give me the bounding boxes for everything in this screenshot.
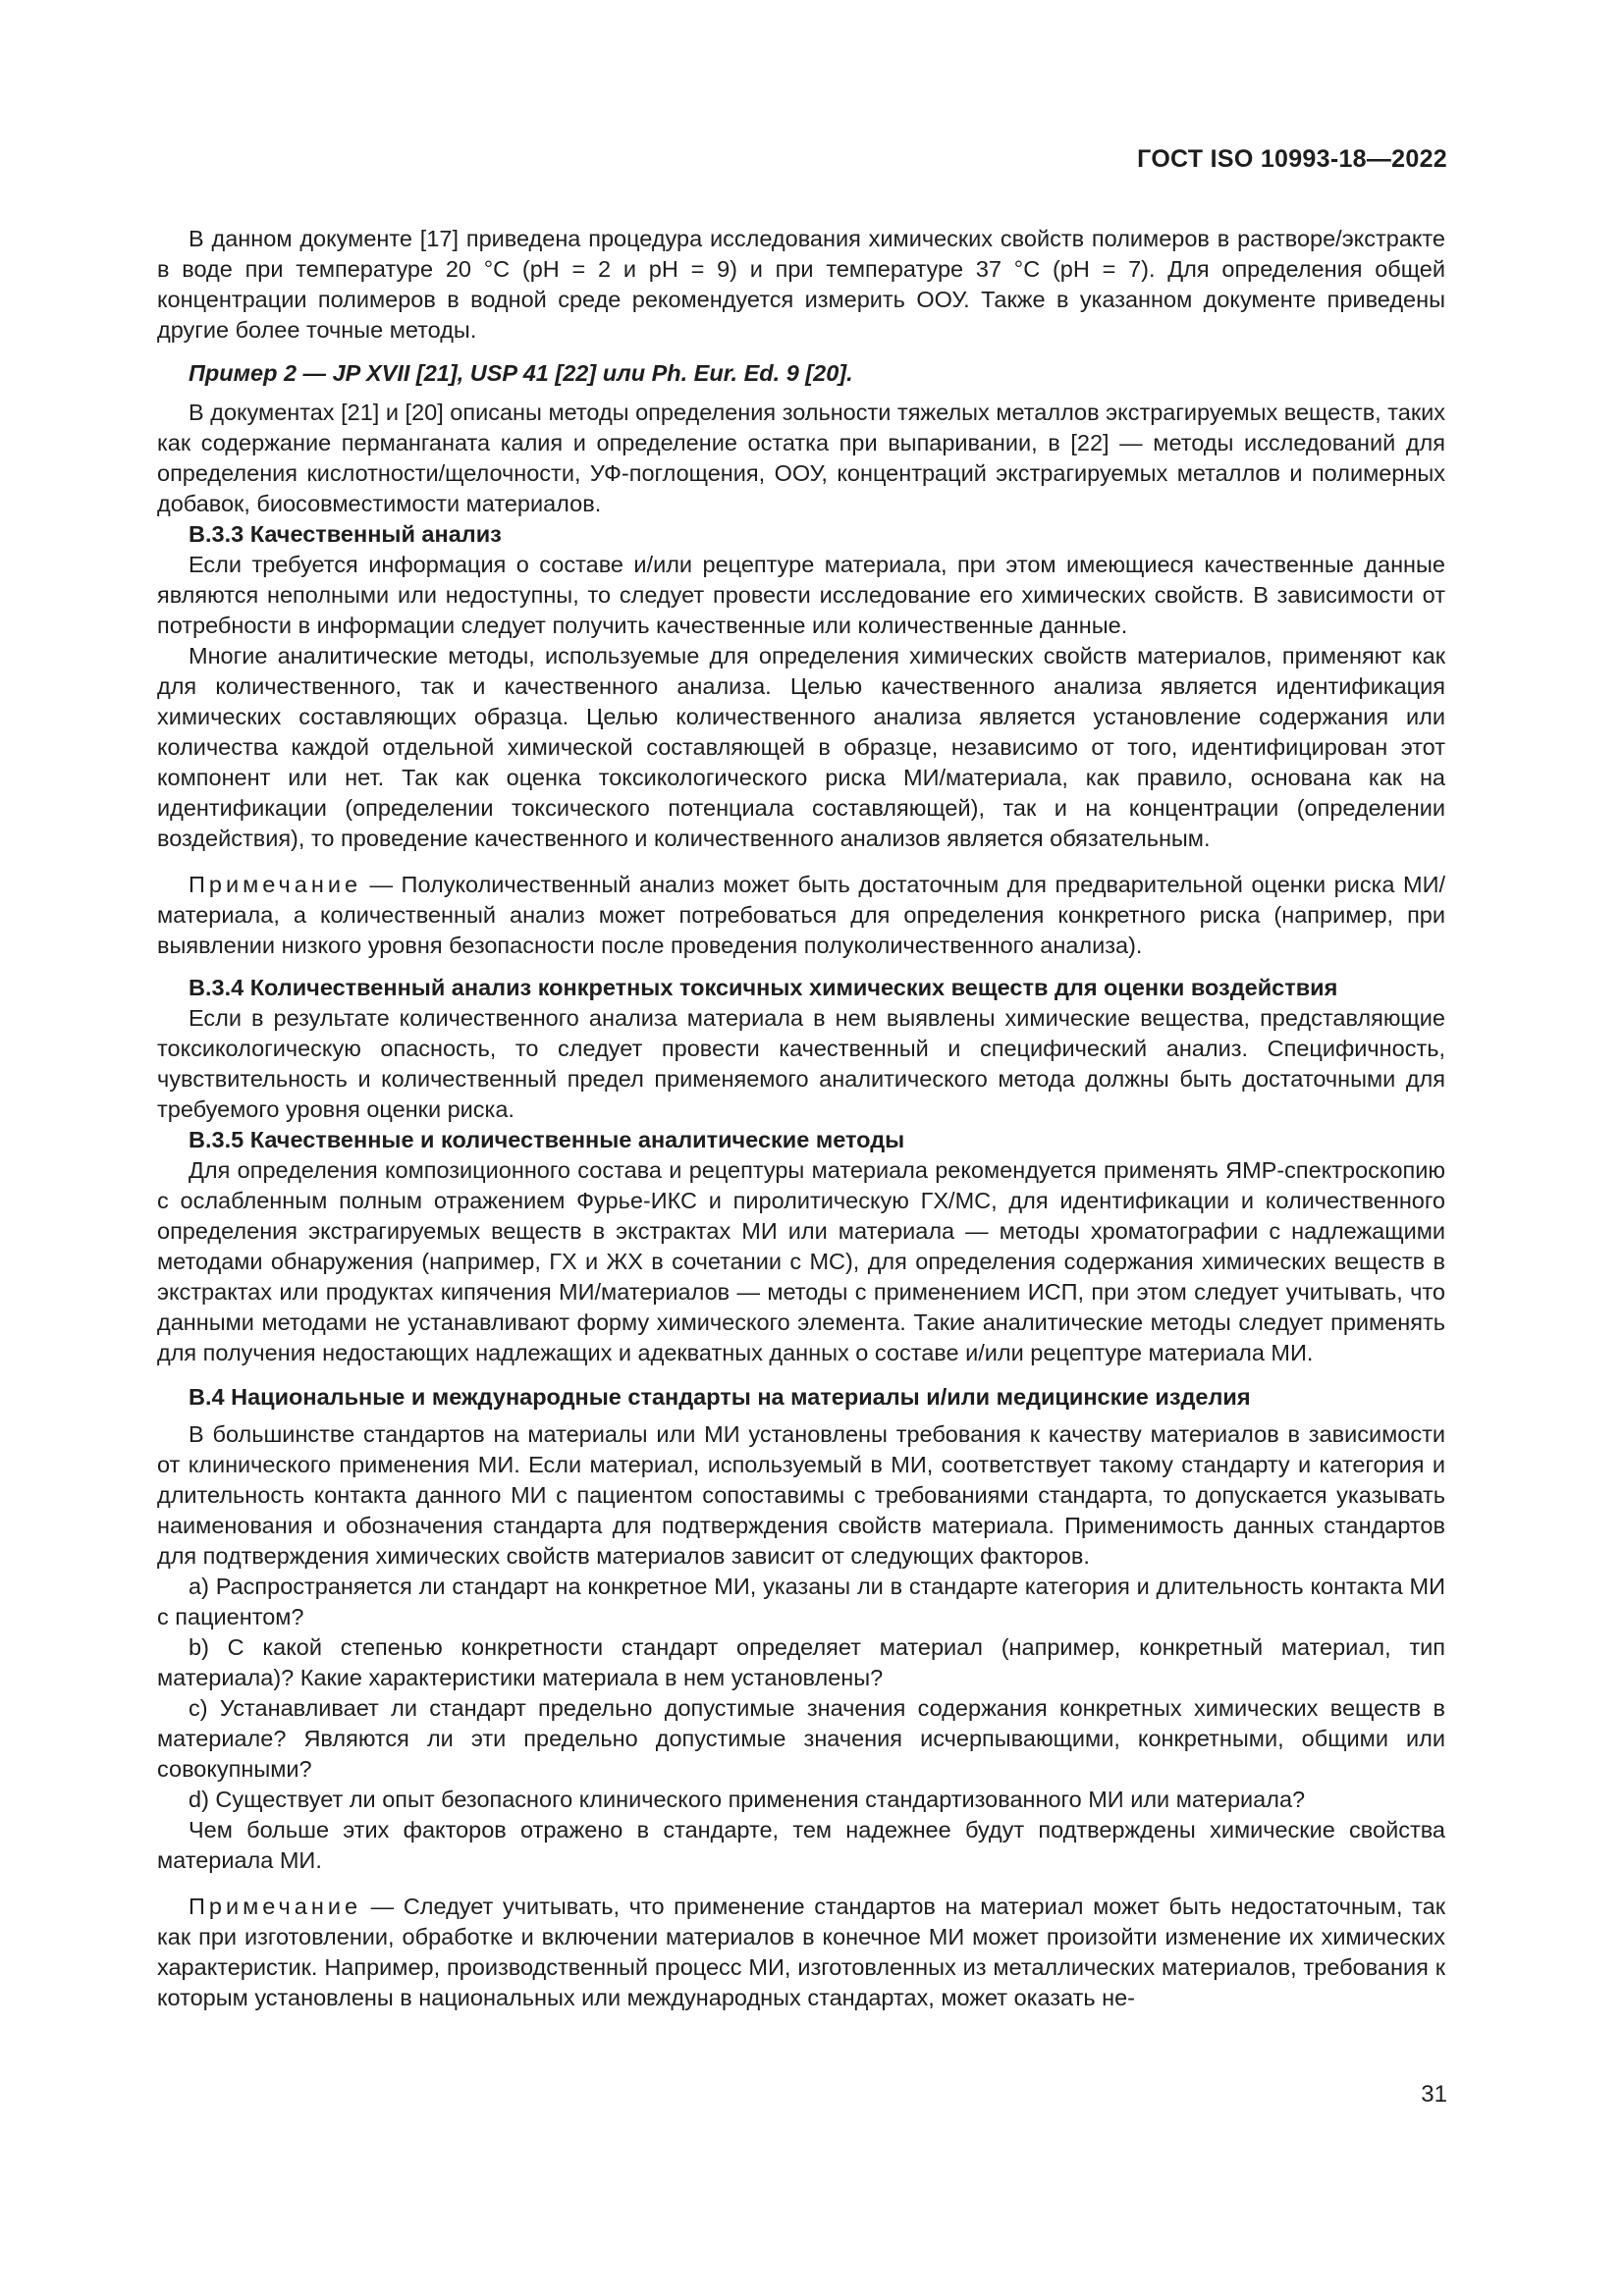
- paragraph: Чем больше этих факторов отражено в стандарте, тем надежнее будут подтверждены химические свойства материала МИ.: [157, 1817, 1445, 1873]
- note-label: Примечание: [189, 872, 362, 897]
- list-item-d: d) Существует ли опыт безопасного клинического применения стандартизованного МИ или материала?: [189, 1787, 1306, 1812]
- section-heading-b4: В.4 Национальные и международные стандарты на материалы и/или медицинские изделия: [189, 1384, 1251, 1410]
- paragraph: В документах [21] и [20] описаны методы определения зольности тяжелых металлов экстрагируемых веществ, таких как содержание перманганата калия и определение остатка при выпаривании, в [22] — методы исследований для определения кислотности/щелочности, УФ-поглощения, ООУ, концентраций экстрагируемых металлов и полимерных добавок, биосовместимости материалов.: [157, 400, 1445, 516]
- page-body: [157, 224, 1445, 2025]
- list-item-a: a) Распространяется ли стандарт на конкретное МИ, указаны ли в стандарте категория и длительность контакта МИ с пациентом?: [157, 1574, 1445, 1629]
- note-label: Примечание: [189, 1894, 362, 1919]
- paragraph: В большинстве стандартов на материалы или МИ установлены требования к качеству материалов в зависимости от клинического применения МИ. Если материал, используемый в МИ, соответствует такому стандарту и категория и длительность контакта данного МИ с пациентом сопоставимы с требованиями стандарта, то допускается указывать наименования и обозначения стандарта для подтверждения свойств материала. Применимость данных стандартов для подтверждения химических свойств материалов зависит от следующих факторов.: [157, 1421, 1445, 1569]
- note: [157, 870, 1445, 961]
- paragraph: В данном документе [17] приведена процедура исследования химических свойств полимеров в растворе/экстракте в воде при температуре 20 °С (рН = 2 и рН = 9) и при температуре 37 °С (рН = 7). Для определения общей концентрации полимеров в водной среде рекомендуется измерить ООУ. Также в указанном документе приведены другие более точные методы.: [157, 226, 1445, 343]
- paragraph: Если в результате количественного анализа материала в нем выявлены химические вещества, представляющие токсикологическую опасность, то следует провести качественный и специфический анализ. Специфичность, чувствительность и количественный предел применяемого аналитического метода должны быть достаточными для требуемого уровня оценки риска.: [157, 1005, 1445, 1122]
- section-heading-b33: В.3.3 Качественный анализ: [189, 521, 502, 547]
- document-id-header: ГОСТ ISO 10993-18—2022: [1137, 145, 1447, 173]
- list-item-c: c) Устанавливает ли стандарт предельно допустимые значения содержания конкретных химических веществ в материале? Являются ли эти предельно допустимые значения исчерпывающими, конкретными, общими или совокупными?: [157, 1695, 1445, 1782]
- list-item-b: b) С какой степенью конкретности стандарт определяет материал (например, конкретный материал, тип материала)? Какие характеристики материала в нем установлены?: [157, 1634, 1445, 1690]
- section-heading-b34: В.3.4 Количественный анализ конкретных токсичных химических веществ для оценки воздействия: [189, 975, 1338, 1000]
- page-number: 31: [1421, 2081, 1447, 2108]
- paragraph: Если требуется информация о составе и/или рецептуре материала, при этом имеющиеся качественные данные являются неполными или недоступны, то следует провести исследование его химических свойств. В зависимости от потребности в информации следует получить качественные или количественные данные.: [157, 552, 1445, 638]
- paragraph: Многие аналитические методы, используемые для определения химических свойств материалов, применяют как для количественного, так и качественного анализа. Целью качественного анализа является идентификация химических составляющих образца. Целью количественного анализа является установление содержания или количества каждой отдельной химической составляющей в образце, независимо от того, идентифицирован этот компонент или нет. Так как оценка токсикологического риска МИ/материала, как правило, основана как на идентификации (определении токсического потенциала составляющей), так и на концентрации (определении воздействия), то проведение качественного и количественного анализов является обязательным.: [157, 643, 1445, 851]
- example-heading: Пример 2 — JP XVII [21], USP 41 [22] или Ph. Eur. Ed. 9 [20].: [189, 360, 853, 386]
- section-heading-b35: В.3.5 Качественные и количественные аналитические методы: [189, 1127, 905, 1152]
- note: [157, 1892, 1445, 2013]
- note-text: — Полуколичественный анализ может быть достаточным для предварительной оценки риска МИ/материала, а количественный анализ может потребоваться для определения конкретного риска (например, при выявлении низкого уровня безопасности после проведения полуколичественного анализа).: [157, 872, 1445, 958]
- note-text: — Следует учитывать, что применение стандартов на материал может быть недостаточным, так как при изготовлении, обработке и включении материалов в конечное МИ может произойти изменение их химических характеристик. Например, производственный процесс МИ, изготовленных из металлических материалов, требования к которым установлены в национальных или международных стандартах, может оказать не-: [157, 1894, 1445, 2010]
- paragraph: Для определения композиционного состава и рецептуры материала рекомендуется применять ЯМР-спектроскопию с ослабленным полным отражением Фурье-ИКС и пиролитическую ГХ/МС, для идентификации и количественного определения экстрагируемых веществ в экстрактах МИ или материала — методы хроматографии с надлежащими методами обнаружения (например, ГХ и ЖХ в сочетании с МС), для определения содержания химических веществ в экстрактах или продуктах кипячения МИ/материалов — методы с применением ИСП, при этом следует учитывать, что данными методами не устанавливают форму химического элемента. Такие аналитические методы следует применять для получения недостающих надлежащих и адекватных данных о составе и/или рецептуре материала МИ.: [157, 1157, 1445, 1365]
